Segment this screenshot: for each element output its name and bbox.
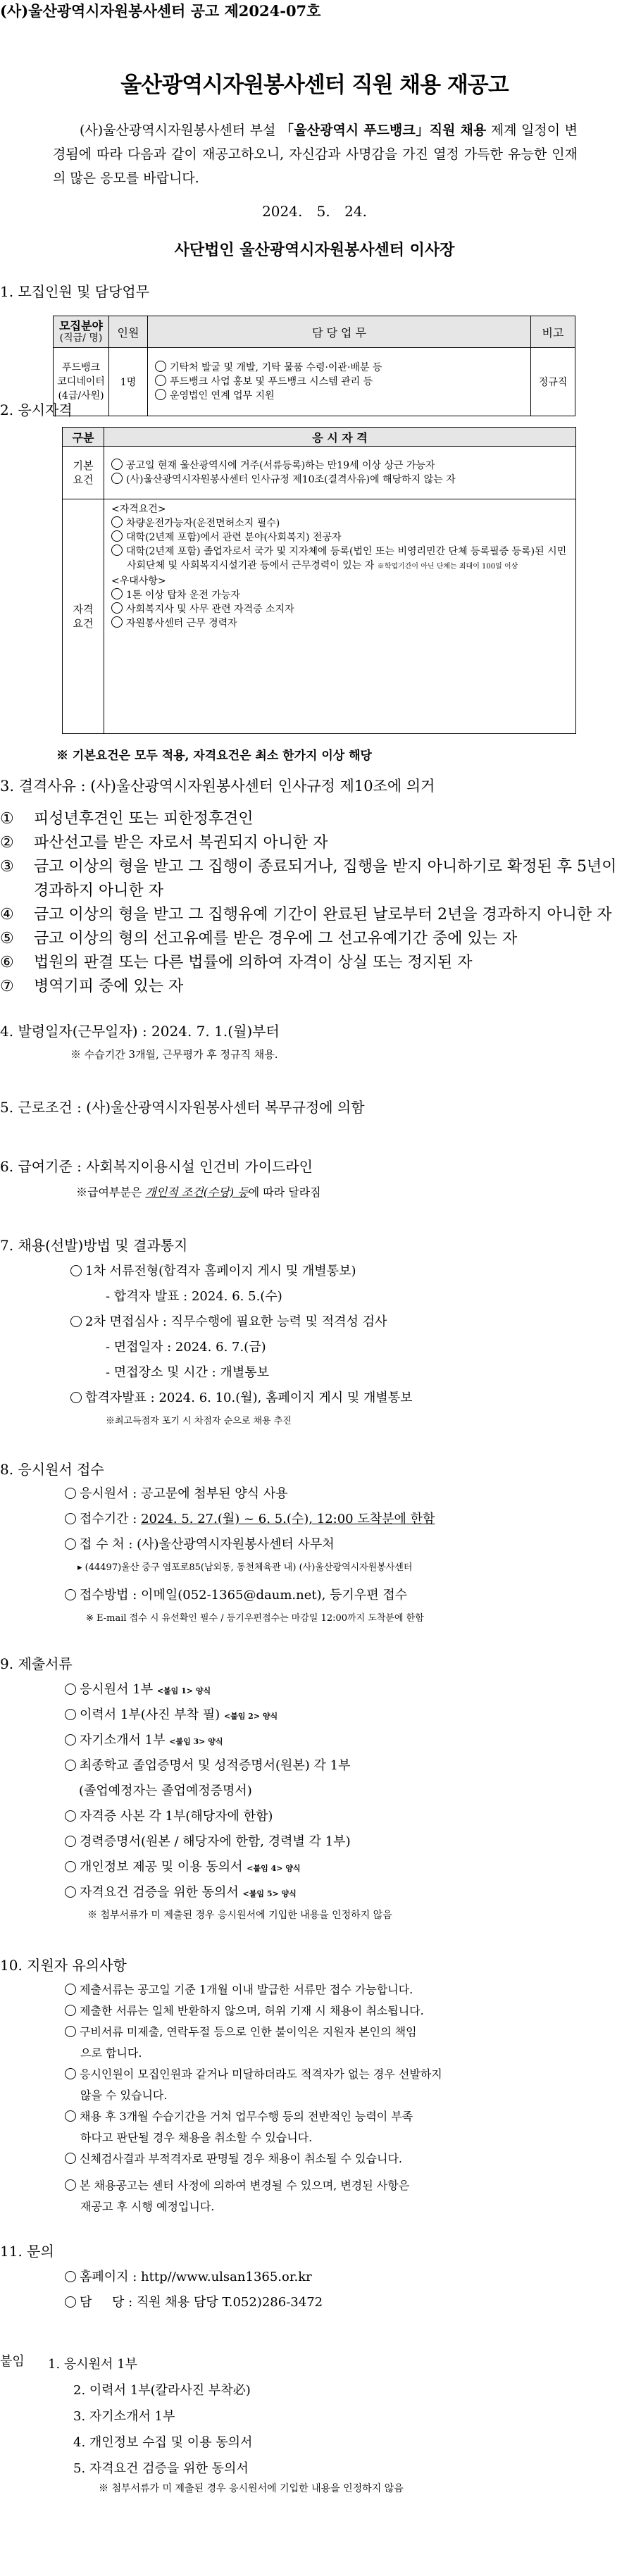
section-5-heading: 5. 근로조건 : (사)울산광역시자원봉사센터 복무규정에 의함 bbox=[0, 1099, 365, 1116]
circle-bullet-icon bbox=[65, 2110, 76, 2122]
circle-bullet-icon bbox=[111, 473, 123, 484]
intro-quote: 「울산광역시 푸드뱅크」직원 채용 bbox=[280, 123, 487, 138]
circle-bullet-icon bbox=[65, 1886, 76, 1898]
qualification-table bbox=[62, 427, 576, 734]
doc-item: 경력증명서(원본 / 해당자에 한함, 경력별 각 1부) bbox=[65, 1831, 351, 1850]
step-3: 합격자발표 : 2024. 6. 10.(월), 홈페이지 게시 및 개별통보 bbox=[70, 1388, 413, 1406]
circle-bullet-icon bbox=[65, 1734, 76, 1746]
application-form: 응시원서 : 공고문에 첨부된 양식 사용 bbox=[65, 1483, 288, 1502]
contact-info: 담 당 : 직원 채용 담당 T.052)286-3472 bbox=[65, 2292, 323, 2310]
circle-bullet-icon bbox=[155, 389, 166, 400]
circle-bullet-icon bbox=[65, 2068, 76, 2079]
page-title: 울산광역시자원봉사센터 직원 채용 재공고 bbox=[120, 73, 509, 98]
circle-bullet-icon bbox=[65, 2271, 76, 2282]
circle-bullet-icon bbox=[155, 361, 166, 372]
circle-bullet-icon bbox=[111, 545, 123, 556]
circle-bullet-icon bbox=[65, 1760, 76, 1771]
list-item: ⑥ 법원의 판결 또는 다른 법률에 의하여 자격이 상실 또는 정지된 자 bbox=[0, 954, 473, 971]
step-2-place: - 면접장소 및 시간 : 개별통보 bbox=[106, 1365, 270, 1380]
qual-footnote: ※ 기본요건은 모두 적용, 자격요건은 최소 한가지 이상 해당 bbox=[56, 749, 372, 763]
th-category: 구분 bbox=[63, 428, 104, 447]
issuing-organization: 사단법인 울산광역시자원봉사센터 이사장 bbox=[174, 241, 455, 259]
th-qualification: 응 시 자 격 bbox=[104, 428, 576, 447]
count-cell: 1명 bbox=[109, 348, 148, 416]
notice-list bbox=[65, 1979, 586, 2217]
basic-requirements: 공고일 현재 울산광역시에 거주(서류등록)하는 만19세 이상 상근 가능자 (사)울산광역시자원봉사센터 인사규정 제10조(결격사유)에 해당하지 않는 자 bbox=[104, 447, 576, 499]
step-2: 2차 면접심사 : 직무수행에 필요한 능력 및 적격성 검사 bbox=[70, 1312, 387, 1330]
disqualification-list bbox=[0, 807, 620, 999]
notice-item: 채용 후 3개월 수습기간을 거쳐 업무수행 등의 전반적인 능력이 부족 하다고 판단될 경우 채용을 취소할 수 있습니다. bbox=[65, 2106, 586, 2148]
list-item: ⑤ 금고 이상의 형의 선고유예를 받은 경우에 그 선고유예기간 중에 있는 자 bbox=[0, 930, 518, 947]
circle-bullet-icon bbox=[65, 1810, 76, 1822]
circle-bullet-icon bbox=[65, 2026, 76, 2037]
homepage-link[interactable]: 홈페이지 : http//www.ulsan1365.or.kr bbox=[65, 2267, 312, 2285]
circle-bullet-icon bbox=[65, 1709, 76, 1720]
circle-bullet-icon bbox=[111, 530, 123, 542]
section-2-heading: 2. 응시자격 bbox=[0, 402, 73, 418]
recruit-table bbox=[53, 316, 575, 416]
attachment-item: 2. 이력서 1부(칼라사진 부착必) bbox=[73, 2383, 251, 2398]
attachment-item: 1. 응시원서 1부 bbox=[48, 2357, 138, 2372]
list-item: ⑦ 병역기피 중에 있는 자 bbox=[0, 978, 184, 995]
list-item: ② 파산선고를 받은 자로서 복권되지 아니한 자 bbox=[0, 834, 328, 852]
circle-bullet-icon bbox=[111, 616, 123, 628]
notice-item: 구비서류 미제출, 연락두절 등으로 인한 불이익은 지원자 본인의 책임 으로 합니다. bbox=[65, 2022, 586, 2064]
basic-label: 기본 요건 bbox=[63, 447, 104, 499]
doc-item: 자격증 사본 각 1부(해당자에 한함) bbox=[65, 1806, 273, 1824]
section-3-heading: 3. 결격사유 : (사)울산광역시자원봉사센터 인사규정 제10조에 의거 bbox=[0, 778, 435, 795]
th-duties: 담 당 업 무 bbox=[148, 316, 531, 348]
list-item: ④ 금고 이상의 형을 받고 그 집행유예 기간이 완료된 날로부터 2년을 경과하지 아니한 자 bbox=[0, 906, 612, 923]
list-item: ① 피성년후견인 또는 피한정후견인 bbox=[0, 810, 254, 828]
circle-bullet-icon bbox=[65, 1836, 76, 1847]
circle-bullet-icon bbox=[155, 375, 166, 386]
circle-bullet-icon bbox=[65, 2153, 76, 2164]
circle-bullet-icon bbox=[70, 1265, 82, 1276]
doc-item: 이력서 1부(사진 부착 필) <붙임 2> 양식 bbox=[65, 1705, 278, 1723]
circle-bullet-icon bbox=[111, 602, 123, 614]
circle-bullet-icon bbox=[111, 588, 123, 599]
section-1-heading: 1. 모집인원 및 담당업무 bbox=[0, 283, 150, 300]
circle-bullet-icon bbox=[65, 1538, 76, 1550]
th-field: 모집분야 (직급/ 명) bbox=[54, 316, 109, 348]
circle-bullet-icon bbox=[65, 1488, 76, 1499]
circle-bullet-icon bbox=[65, 1589, 76, 1600]
intro-text-b: 제계 일정이 변경됨에 따라 다음과 같이 재공고하오니, 자신감과 사명감을 가진 열정 가득한 유능한 인재의 많은 응모를 바랍니다. bbox=[53, 123, 578, 186]
note-cell: 정규직 bbox=[531, 348, 575, 416]
circle-bullet-icon bbox=[111, 516, 123, 528]
circle-bullet-icon bbox=[65, 1861, 76, 1872]
office-address: ▸ (44497)울산 중구 염포로85(남외동, 동천체육관 내) (사)울산광역시자원봉사센터 bbox=[77, 1562, 413, 1573]
intro-paragraph bbox=[53, 118, 578, 190]
application-method: 접수방법 : 이메일(052-1365@daum.net), 등기우편 접수 bbox=[65, 1585, 407, 1603]
attachment-item: 4. 개인정보 수집 및 이용 동의서 bbox=[73, 2435, 253, 2450]
circle-bullet-icon bbox=[70, 1316, 82, 1327]
announce-date: 2024. 5. 24. bbox=[262, 203, 367, 220]
intro-text-a: (사)울산광역시자원봉사센터 부설 bbox=[80, 123, 280, 138]
notice-item: 신체검사결과 부적격자로 판명될 경우 채용이 취소될 수 있습니다. bbox=[65, 2148, 586, 2170]
section-6-heading: 6. 급여기준 : 사회복지이용시설 인건비 가이드라인 bbox=[0, 1158, 313, 1175]
step-1: 1차 서류전형(합격자 홈페이지 게시 및 개별통보) bbox=[70, 1261, 356, 1279]
doc-item: 자기소개서 1부 <붙임 3> 양식 bbox=[65, 1730, 223, 1748]
announcement-number: (사)울산광역시자원봉사센터 공고 제2024-07호 bbox=[0, 2, 321, 20]
doc-item: 응시원서 1부 <붙임 1> 양식 bbox=[65, 1679, 211, 1698]
probation-note: ※ 수습기간 3개월, 근무평가 후 정규직 채용. bbox=[70, 1048, 278, 1061]
attachment-note: ※ 첨부서류가 미 제출된 경우 응시원서에 기입한 내용을 인정하지 않음 bbox=[99, 2483, 404, 2494]
section-11-heading: 11. 문의 bbox=[0, 2243, 54, 2260]
circle-bullet-icon bbox=[70, 1392, 82, 1403]
doc-item-sub: (졸업예정자는 졸업예정증명서) bbox=[79, 1784, 252, 1798]
circle-bullet-icon bbox=[65, 2179, 76, 2191]
application-period: 접수기간 : 2024. 5. 27.(월) ~ 6. 5.(수), 12:00 도착분에 한함 bbox=[65, 1509, 435, 1527]
doc-item: 자격요건 검증을 위한 동의서 <붙임 5> 양식 bbox=[65, 1882, 297, 1900]
section-4-heading: 4. 발령일자(근무일자) : 2024. 7. 1.(월)부터 bbox=[0, 1023, 280, 1040]
circle-bullet-icon bbox=[65, 1984, 76, 1995]
field-cell: 푸드뱅크 코디네이터 (4급/사원) bbox=[54, 348, 109, 416]
attachment-item: 3. 자기소개서 1부 bbox=[73, 2409, 175, 2424]
step-1-result: - 합격자 발표 : 2024. 6. 5.(수) bbox=[106, 1289, 282, 1304]
circle-bullet-icon bbox=[65, 2005, 76, 2016]
selection-note: ※최고득점자 포기 시 차점자 순으로 채용 추진 bbox=[106, 1416, 292, 1426]
circle-bullet-icon bbox=[65, 1513, 76, 1524]
notice-item: 제출한 서류는 일체 반환하지 않으며, 허위 기재 시 채용이 취소됩니다. bbox=[65, 2001, 586, 2022]
duties-cell: 기탁처 발굴 및 개발, 기탁 물품 수령·이관·배분 등 푸드뱅크 사업 홍보 및 푸드뱅크 시스템 관리 등 운영법인 연계 업무 지원 bbox=[148, 348, 531, 416]
doc-note: ※ 첨부서류가 미 제출된 경우 응시원서에 기입한 내용을 인정하지 않음 bbox=[87, 1910, 392, 1921]
section-7-heading: 7. 채용(선발)방법 및 결과통지 bbox=[0, 1237, 188, 1254]
step-2-date: - 면접일자 : 2024. 6. 7.(금) bbox=[106, 1340, 266, 1355]
list-item: ③ 금고 이상의 형을 받고 그 집행이 종료되거나, 집행을 받지 아니하기로 확정된 후 5년이 경과하지 아니한 자 bbox=[0, 858, 617, 900]
notice-item: 응시인원이 모집인원과 같거나 미달하더라도 적격자가 없는 경우 선발하지 않을 수 있습니다. bbox=[65, 2064, 586, 2106]
qual-requirements: <자격요건> 차량운전가능자(운전면허소지 필수) 대학(2년제 포함)에서 관련 분야(사회복지) 전공자 대학(2년제 포함) 졸업자로서 국가 및 지자체에 등록(법인 또는 비영리민간 단체 등록필증 등록)된 시민사회단체 및 사회복지시설기관 등에서 근무경력이 있는 자 ※학업기간이 아닌 단체는 최대이 100일 이상 <우대사항> 1톤 이상 탑차 운전 가능자 사회복지사 및 사무 관련 자격증 소지자 자원봉사센터 근무 경력자 bbox=[104, 499, 576, 734]
notice-item: 본 채용공고는 센터 사정에 의하여 변경될 수 있으며, 변경된 사항은 재공고 후 시행 예정입니다. bbox=[65, 2175, 586, 2217]
th-note: 비고 bbox=[531, 316, 575, 348]
circle-bullet-icon bbox=[65, 2296, 76, 2308]
application-office: 접 수 처 : (사)울산광역시자원봉사센터 사무처 bbox=[65, 1534, 335, 1553]
attachment-item: 5. 자격요건 검증을 위한 동의서 bbox=[73, 2461, 249, 2476]
th-count: 인원 bbox=[109, 316, 148, 348]
attachment-label: 붙임 bbox=[0, 2354, 25, 2369]
doc-item: 개인정보 제공 및 이용 동의서 <붙임 4> 양식 bbox=[65, 1857, 301, 1875]
circle-bullet-icon bbox=[65, 1684, 76, 1695]
attachment-list bbox=[48, 2351, 252, 2482]
circle-bullet-icon bbox=[111, 459, 123, 470]
qual-label: 자격 요건 bbox=[63, 499, 104, 734]
doc-item: 최종학교 졸업증명서 및 성적증명서(원본) 각 1부 bbox=[65, 1755, 350, 1774]
salary-note: ※급여부분은 개인적 조건(수당) 등에 따라 달라짐 bbox=[76, 1186, 321, 1199]
section-10-heading: 10. 지원자 유의사항 bbox=[0, 1957, 127, 1974]
section-8-heading: 8. 응시원서 접수 bbox=[0, 1461, 104, 1478]
notice-item: 제출서류는 공고일 기준 1개월 이내 발급한 서류만 접수 가능합니다. bbox=[65, 1979, 586, 2001]
application-note: ※ E-mail 접수 시 유선확인 필수 / 등기우편접수는 마감일 12:00까지 도착분에 한함 bbox=[86, 1613, 424, 1624]
section-9-heading: 9. 제출서류 bbox=[0, 1655, 73, 1672]
